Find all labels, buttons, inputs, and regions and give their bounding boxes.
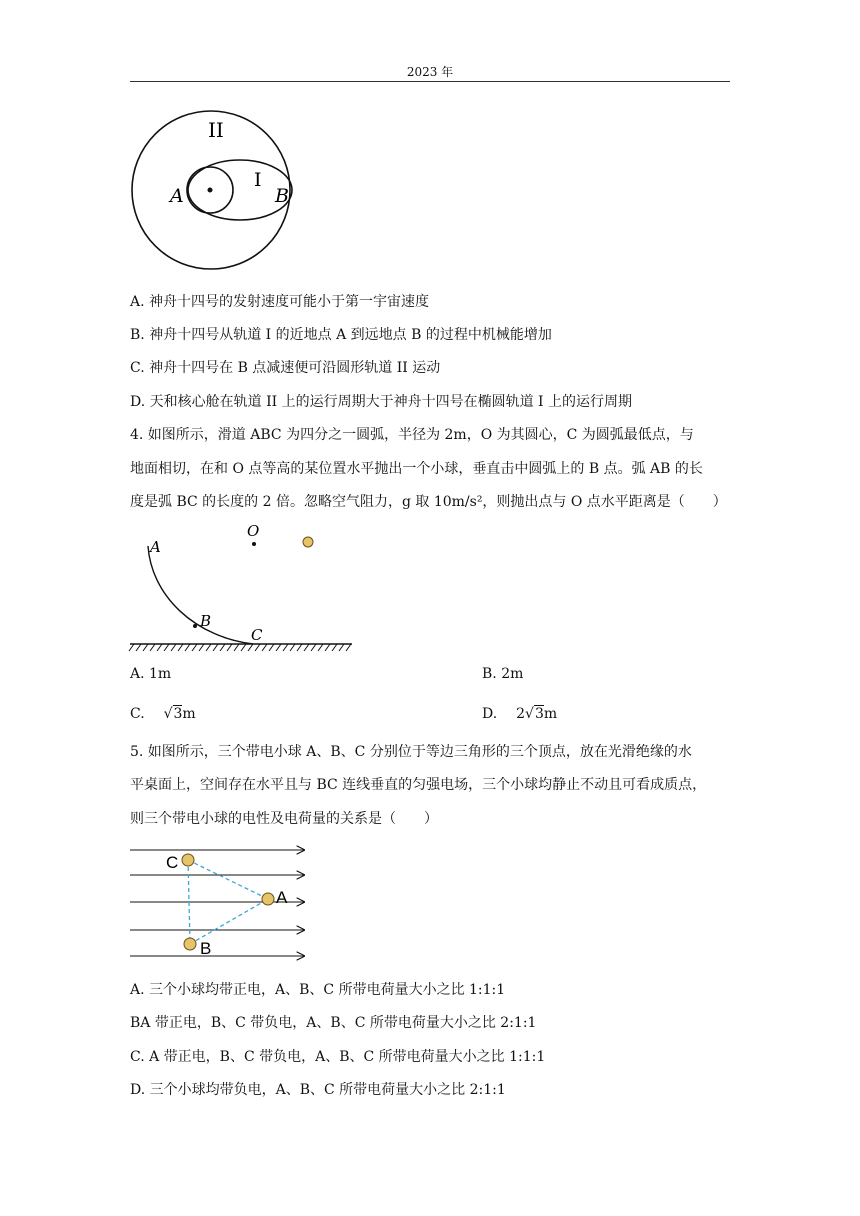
label-orbit-II: II: [208, 118, 224, 142]
earth-center-dot: [208, 188, 213, 193]
label-point-A: A: [170, 185, 184, 207]
ground-hatching: [129, 644, 351, 651]
q4-option-c-prefix: C.: [130, 706, 145, 722]
q5-option-b: BA 带正电，B、C 带负电，A、B、C 所带电荷量大小之比 2:1:1: [130, 1015, 537, 1031]
q4-option-b: B. 2m: [482, 666, 524, 682]
q4-stem-line-2: 地面相切，在和 O 点等高的某位置水平抛出一个小球，垂直击中圆弧上的 B 点。弧 AB 的长: [130, 461, 703, 477]
q4-option-c-sqrt: √3: [163, 706, 183, 722]
q3-option-c: C. 神舟十四号在 B 点减速便可沿圆形轨道 II 运动: [130, 360, 441, 376]
q3-option-d: D. 天和核心舱在轨道 II 上的运行周期大于神舟十四号在椭圆轨道 I 上的运行周期: [130, 394, 633, 410]
q4-option-d-sqrt: √3: [525, 706, 544, 722]
header-divider: [130, 81, 730, 82]
label-O: O: [247, 522, 260, 540]
q4-option-d-unit: m: [543, 706, 558, 722]
label-C: C: [166, 853, 179, 872]
center-O-dot: [252, 542, 256, 546]
point-B-dot: [193, 624, 197, 628]
q4-option-d: [482, 704, 557, 724]
label-point-B: B: [275, 185, 289, 207]
q4-stem-line-1: 4. 如图所示，滑道 ABC 为四分之一圆弧，半径为 2m，O 为其圆心，C 为圆弧最低点，与: [130, 427, 694, 443]
q3-option-b: B. 神舟十四号从轨道 I 的近地点 A 到远地点 B 的过程中机械能增加: [130, 327, 552, 343]
arc-slide-diagram: [128, 520, 358, 655]
label-C: C: [251, 626, 263, 644]
q4-stem-line-3: 度是弧 BC 的长度的 2 倍。忽略空气阻力，g 取 10m/s²，则抛出点与 O 点水平距离是（ ）: [130, 494, 727, 510]
q4-option-d-coef: 2: [516, 706, 526, 722]
ball-C: [182, 854, 194, 866]
q4-option-c: [130, 704, 196, 724]
label-B: B: [200, 612, 212, 630]
q5-option-d: D. 三个小球均带负电，A、B、C 所带电荷量大小之比 2:1:1: [130, 1082, 506, 1098]
q4-option-c-unit: m: [182, 706, 196, 722]
page-header: 2023 年: [406, 65, 454, 79]
label-orbit-I: I: [254, 169, 262, 191]
q3-option-a: A. 神舟十四号的发射速度可能小于第一宇宙速度: [130, 294, 430, 310]
label-B: B: [200, 939, 212, 958]
q4-option-a: A. 1m: [130, 666, 172, 682]
ball-A: [262, 893, 274, 905]
q5-stem-line-3: 则三个带电小球的电性及电荷量的关系是（ ）: [130, 811, 438, 827]
ball-B: [184, 938, 196, 950]
q5-stem-line-1: 5. 如图所示，三个带电小球 A、B、C 分别位于等边三角形的三个顶点，放在光滑绝缘的水: [130, 744, 692, 760]
q5-stem-line-2: 平桌面上，空间存在水平且与 BC 连线垂直的匀强电场，三个小球均静止不动且可看成质点，: [130, 777, 707, 793]
q5-option-a: A. 三个小球均带正电，A、B、C 所带电荷量大小之比 1:1:1: [130, 982, 506, 998]
label-A: A: [150, 538, 161, 556]
q5-option-c: C. A 带正电，B、C 带负电，A、B、C 所带电荷量大小之比 1:1:1: [130, 1049, 546, 1065]
label-A: A: [276, 888, 288, 907]
ball: [303, 537, 313, 547]
charged-balls-diagram: [130, 840, 310, 965]
q4-option-d-prefix: D.: [482, 706, 498, 722]
orbit-diagram: [130, 95, 310, 275]
